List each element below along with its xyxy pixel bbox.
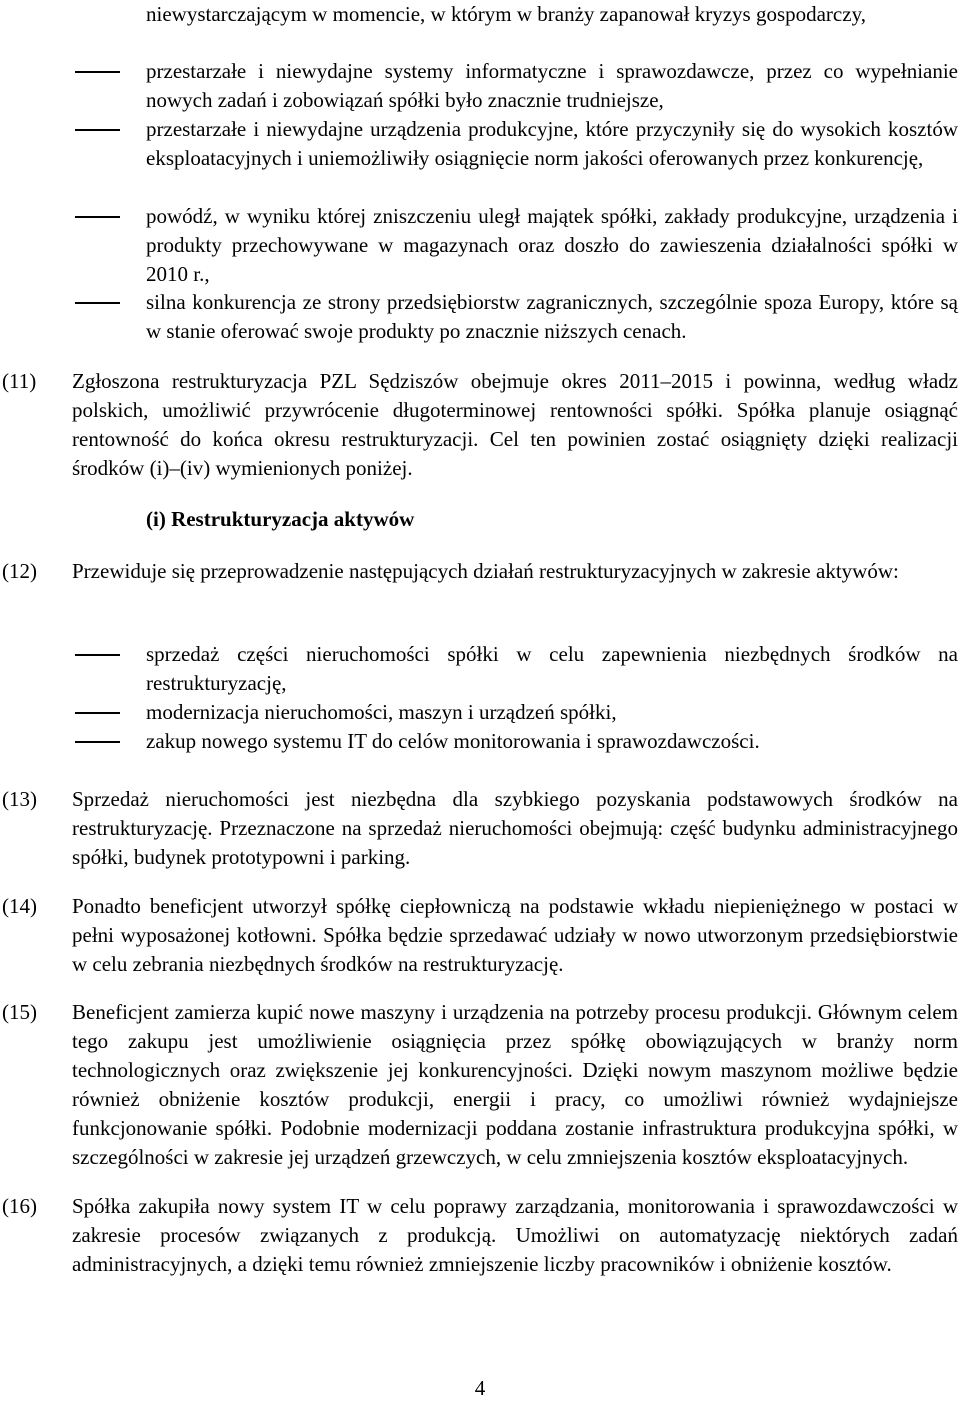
page-number: 4 bbox=[474, 1376, 486, 1400]
bullet-text: modernizacja nieruchomości, maszyn i urządzeń spółki, bbox=[146, 700, 617, 724]
paragraph-number: (14) bbox=[2, 894, 37, 918]
bullet-text: powódź, w wyniku której zniszczeniu uległ majątek spółki, zakłady produkcyjne, urządzenia i produkty przechowywane w magazynach oraz doszło do zawieszenia działalności spółki w 2010 r., bbox=[146, 204, 958, 286]
bullet-text: zakup nowego systemu IT do celów monitorowania i sprawozdawczości. bbox=[146, 729, 760, 753]
dash-bullet bbox=[75, 712, 120, 714]
paragraph-number: (13) bbox=[2, 787, 37, 811]
section-heading: (i) Restrukturyzacja aktywów bbox=[146, 507, 415, 531]
dash-bullet bbox=[75, 216, 120, 218]
dash-bullet bbox=[75, 71, 120, 73]
bullet-text: silna konkurencja ze strony przedsiębiorstw zagranicznych, szczególnie spoza Europy, które są w stanie oferować swoje produkty po znacznie niższych cenach. bbox=[146, 290, 958, 343]
bullet-text: sprzedaż części nieruchomości spółki w celu zapewnienia niezbędnych środków na restrukturyzację, bbox=[146, 642, 958, 695]
dash-bullet bbox=[75, 741, 120, 743]
dash-bullet bbox=[75, 654, 120, 656]
paragraph-16: Spółka zakupiła nowy system IT w celu poprawy zarządzania, monitorowania i sprawozdawczości w zakresie procesów związanych z produkcją. Umożliwi on automatyzację niektórych zadań administracyjnych, a dzięki temu również zmniejszenie liczby pracowników i obniżenie kosztów. bbox=[72, 1194, 958, 1276]
paragraph-11: Zgłoszona restrukturyzacja PZL Sędziszów obejmuje okres 2011–2015 i powinna, według władz polskich, umożliwić przywrócenie długoterminowej rentowności spółki. Spółka planuje osiągnąć rentowność do końca okresu restrukturyzacji. Cel ten powinien zostać osiągnięty dzięki realizacji środków (i)–(iv) wymienionych poniżej. bbox=[72, 369, 958, 480]
paragraph-14: Ponadto beneficjent utworzył spółkę ciepłowniczą na podstawie wkładu niepieniężnego w postaci w pełni wyposażonej kotłowni. Spółka będzie sprzedawać udziały w nowo utworzonym przedsiębiorstwie w celu zebrania niezbędnych środków na restrukturyzację. bbox=[72, 894, 958, 976]
paragraph-15: Beneficjent zamierza kupić nowe maszyny i urządzenia na potrzeby procesu produkcji. Głównym celem tego zakupu jest umożliwienie osiągnięcia przez spółkę obowiązujących w branży norm technologicznych oraz zwiększenie jej konkurencyjności. Dzięki nowym maszynom możliwe będzie również obniżenie kosztów produkcji, energii i pracy, co umożliwi również wydajniejsze funkcjonowanie spółki. Podobnie modernizacji poddana zostanie infrastruktura produkcyjna spółki, w szczególności w zakresie jej urządzeń grzewczych, w celu zmniejszenia kosztów eksploatacyjnych. bbox=[72, 1000, 958, 1169]
paragraph-number: (12) bbox=[2, 559, 37, 583]
dash-bullet bbox=[75, 302, 120, 304]
paragraph-13: Sprzedaż nieruchomości jest niezbędna dla szybkiego pozyskania podstawowych środków na restrukturyzację. Przeznaczone na sprzedaż nieruchomości obejmują: część budynku administracyjnego spółki, budynek prototypowni i parking. bbox=[72, 787, 958, 869]
bullet-text: niewystarczającym w momencie, w którym w branży zapanował kryzys gospodarczy, bbox=[146, 2, 866, 26]
bullet-text: przestarzałe i niewydajne urządzenia produkcyjne, które przyczyniły się do wysokich kosztów eksploatacyjnych i uniemożliwiły osiągnięcie norm jakości oferowanych przez konkurencję, bbox=[146, 117, 958, 170]
paragraph-number: (16) bbox=[2, 1194, 37, 1218]
paragraph-number: (11) bbox=[2, 369, 37, 393]
dash-bullet bbox=[75, 129, 120, 131]
paragraph-12: Przewiduje się przeprowadzenie następujących działań restrukturyzacyjnych w zakresie aktywów: bbox=[72, 559, 899, 583]
bullet-text: przestarzałe i niewydajne systemy informatyczne i sprawozdawcze, przez co wypełnianie nowych zadań i zobowiązań spółki było znacznie trudniejsze, bbox=[146, 59, 958, 112]
paragraph-number: (15) bbox=[2, 1000, 37, 1024]
